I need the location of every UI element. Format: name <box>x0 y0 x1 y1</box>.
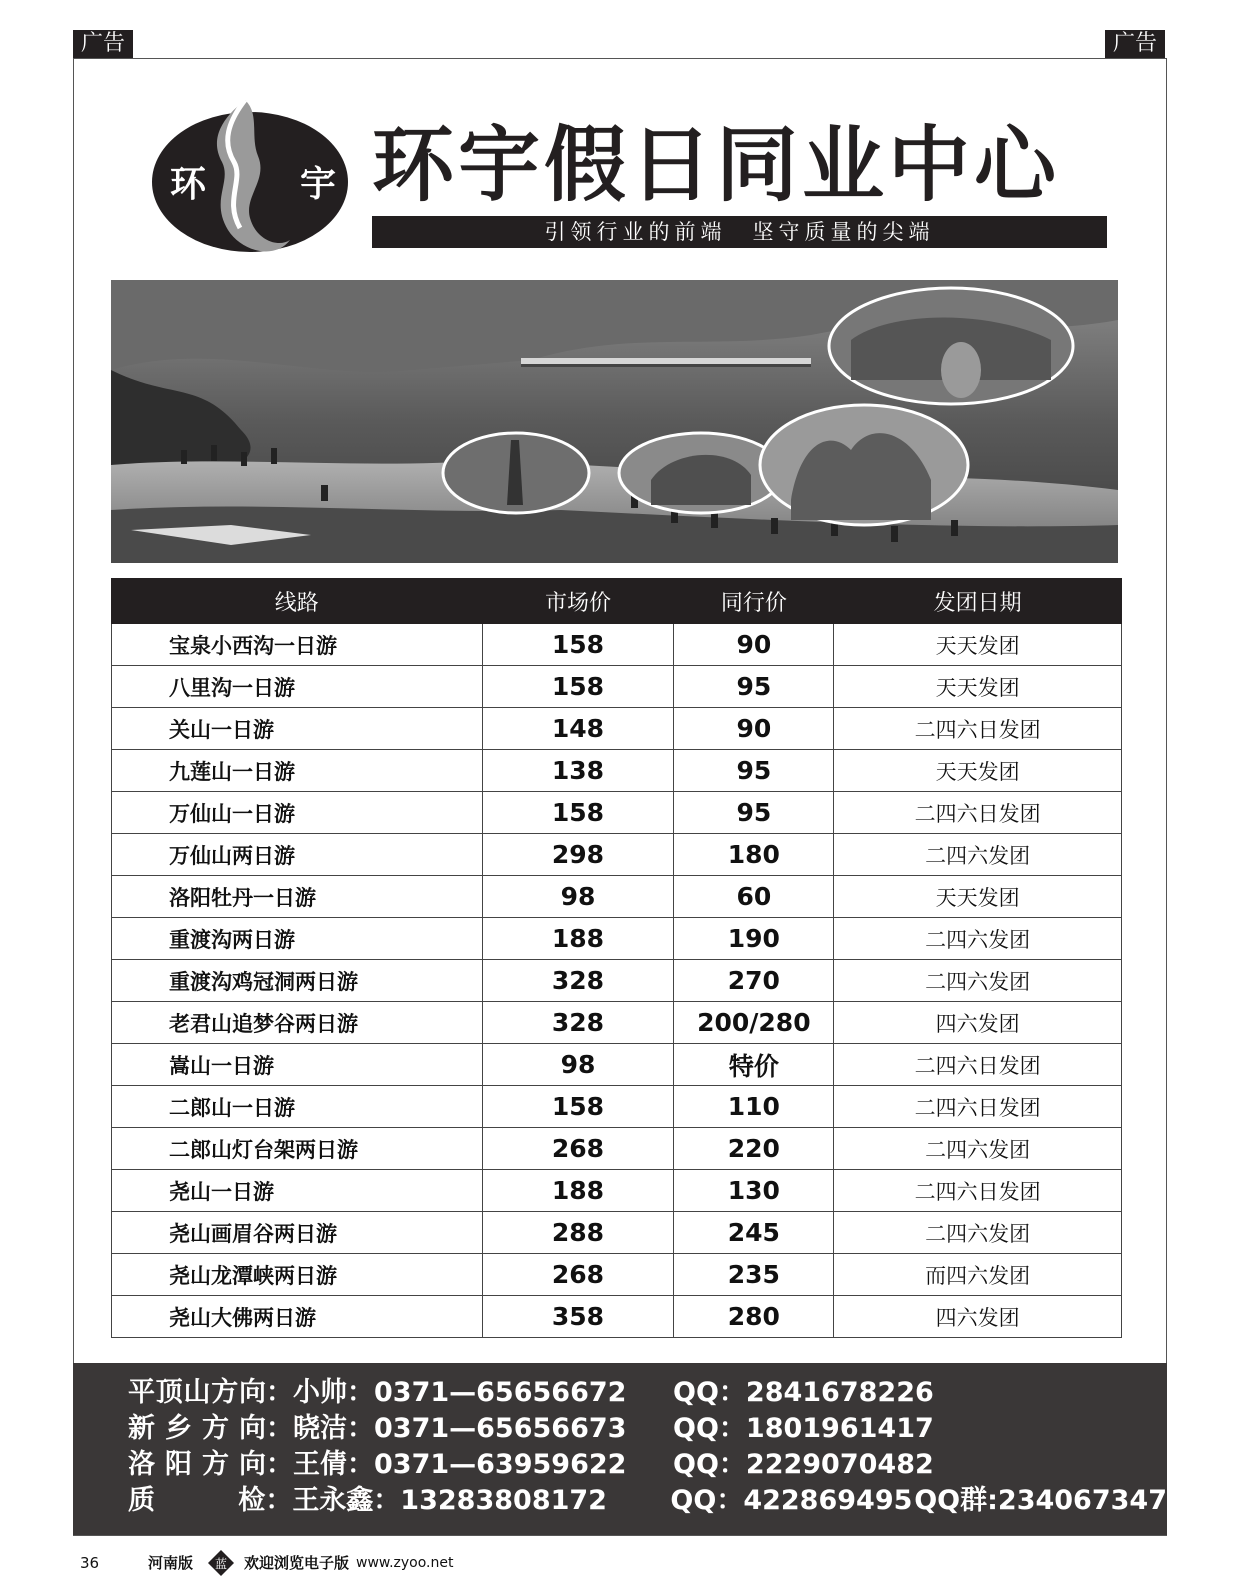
table-row <box>112 1254 1122 1296</box>
table-header-row <box>112 579 1122 624</box>
peer-price: 130 <box>674 1170 834 1212</box>
departure-date: 四六发团 <box>834 1296 1122 1338</box>
table-row <box>112 624 1122 666</box>
route-name: 尧山一日游 <box>112 1170 483 1212</box>
route-name: 万仙山一日游 <box>112 792 483 834</box>
market-price: 158 <box>482 792 674 834</box>
market-price: 268 <box>482 1128 674 1170</box>
route-name: 九莲山一日游 <box>112 750 483 792</box>
table-row <box>112 708 1122 750</box>
departure-date: 而四六发团 <box>834 1254 1122 1296</box>
header-route: 线路 <box>112 579 483 624</box>
departure-date: 二四六日发团 <box>834 708 1122 750</box>
departure-date: 天天发团 <box>834 876 1122 918</box>
market-price: 298 <box>482 834 674 876</box>
departure-date: 二四六发团 <box>834 918 1122 960</box>
contact-qq: QQ：2229070482 <box>673 1449 934 1480</box>
route-name: 尧山大佛两日游 <box>112 1296 483 1338</box>
table-row <box>112 1044 1122 1086</box>
ad-label-right: 广告 <box>1105 30 1165 58</box>
contact-region: 新乡方向 <box>128 1413 266 1444</box>
contact-region: 洛阳方向 <box>128 1449 266 1480</box>
departure-date: 二四六发团 <box>834 1212 1122 1254</box>
peer-price: 220 <box>674 1128 834 1170</box>
market-price: 158 <box>482 624 674 666</box>
peer-price: 190 <box>674 918 834 960</box>
page-footer <box>80 1548 1160 1578</box>
table-row <box>112 1002 1122 1044</box>
contact-qq: QQ：1801961417 <box>673 1413 934 1444</box>
peer-price: 110 <box>674 1086 834 1128</box>
logo-text-right: 宇 <box>299 164 337 205</box>
peer-price: 95 <box>674 792 834 834</box>
peer-price: 60 <box>674 876 834 918</box>
contact-row: 质检 ： 王永鑫：13283808172 QQ：422869495 QQ群:234067347 <box>128 1483 1167 1519</box>
contact-qq: QQ：2841678226 <box>673 1377 934 1408</box>
market-price: 268 <box>482 1254 674 1296</box>
route-name: 重渡沟鸡冠洞两日游 <box>112 960 483 1002</box>
contact-row: 洛阳方向 ： 王倩：0371—63959622 QQ：2229070482 <box>128 1447 1167 1483</box>
peer-price: 特价 <box>674 1044 834 1086</box>
table-row <box>112 1170 1122 1212</box>
brand-title: 环宇假日同业中心 <box>372 118 1061 213</box>
market-price: 188 <box>482 1170 674 1212</box>
market-price: 288 <box>482 1212 674 1254</box>
header-departure-date: 发团日期 <box>834 579 1122 624</box>
departure-date: 二四六日发团 <box>834 792 1122 834</box>
contact-row: 新乡方向 ： 晓洁：0371—65656673 QQ：1801961417 <box>128 1411 1167 1447</box>
peer-price: 235 <box>674 1254 834 1296</box>
route-name: 尧山画眉谷两日游 <box>112 1212 483 1254</box>
peer-price: 180 <box>674 834 834 876</box>
peer-price: 90 <box>674 624 834 666</box>
brand-slogan: 引领行业的前端 坚守质量的尖端 <box>372 216 1107 248</box>
header-peer-price: 同行价 <box>674 579 834 624</box>
departure-date: 天天发团 <box>834 666 1122 708</box>
table-row <box>112 666 1122 708</box>
departure-date: 二四六发团 <box>834 1128 1122 1170</box>
market-price: 98 <box>482 876 674 918</box>
market-price: 328 <box>482 1002 674 1044</box>
table-row <box>112 1296 1122 1338</box>
logo-text-left: 环 <box>169 164 207 205</box>
scenery-photo-collage <box>111 280 1118 563</box>
route-name: 关山一日游 <box>112 708 483 750</box>
ad-label-left: 广告 <box>73 30 133 58</box>
market-price: 358 <box>482 1296 674 1338</box>
peer-price: 270 <box>674 960 834 1002</box>
market-price: 158 <box>482 1086 674 1128</box>
table-row <box>112 1212 1122 1254</box>
contact-region: 质检 <box>128 1485 266 1516</box>
market-price: 98 <box>482 1044 674 1086</box>
market-price: 158 <box>482 666 674 708</box>
market-price: 138 <box>482 750 674 792</box>
table-row <box>112 792 1122 834</box>
contact-person-phone: 王倩：0371—63959622 <box>293 1449 627 1480</box>
table-row <box>112 960 1122 1002</box>
peer-price: 90 <box>674 708 834 750</box>
welcome-text: 欢迎浏览电子版 <box>244 1554 350 1572</box>
market-price: 148 <box>482 708 674 750</box>
departure-date: 二四六日发团 <box>834 1170 1122 1212</box>
peer-price: 95 <box>674 750 834 792</box>
table-row <box>112 834 1122 876</box>
route-name: 八里沟一日游 <box>112 666 483 708</box>
brand-logo <box>150 100 355 260</box>
route-name: 嵩山一日游 <box>112 1044 483 1086</box>
header-market-price: 市场价 <box>482 579 674 624</box>
table-row <box>112 750 1122 792</box>
route-name: 重渡沟两日游 <box>112 918 483 960</box>
website-link[interactable]: www.zyoo.net <box>356 1555 454 1571</box>
departure-date: 天天发团 <box>834 750 1122 792</box>
peer-price: 95 <box>674 666 834 708</box>
peer-price: 245 <box>674 1212 834 1254</box>
market-price: 188 <box>482 918 674 960</box>
contact-qq: QQ：422869495 <box>670 1485 913 1516</box>
contact-person-phone: 小帅：0371—65656672 <box>293 1377 627 1408</box>
route-name: 万仙山两日游 <box>112 834 483 876</box>
departure-date: 二四六日发团 <box>834 1086 1122 1128</box>
contact-panel <box>73 1363 1167 1535</box>
route-name: 二郎山灯台架两日游 <box>112 1128 483 1170</box>
table-row <box>112 1128 1122 1170</box>
route-name: 老君山追梦谷两日游 <box>112 1002 483 1044</box>
market-price: 328 <box>482 960 674 1002</box>
departure-date: 二四六日发团 <box>834 1044 1122 1086</box>
route-name: 宝泉小西沟一日游 <box>112 624 483 666</box>
departure-date: 二四六发团 <box>834 960 1122 1002</box>
route-name: 二郎山一日游 <box>112 1086 483 1128</box>
peer-price: 200/280 <box>674 1002 834 1044</box>
contact-person-phone: 王永鑫：13283808172 <box>292 1485 607 1516</box>
table-row <box>112 1086 1122 1128</box>
page-number: 36 <box>80 1554 100 1572</box>
contact-row: 平顶山方向 ： 小帅：0371—65656672 QQ：2841678226 <box>128 1375 1167 1411</box>
contact-person-phone: 晓洁：0371—65656673 <box>293 1413 627 1444</box>
contact-region: 平顶山方向 <box>128 1377 266 1408</box>
route-price-table <box>111 578 1122 1338</box>
departure-date: 天天发团 <box>834 624 1122 666</box>
departure-date: 二四六发团 <box>834 834 1122 876</box>
route-name: 尧山龙潭峡两日游 <box>112 1254 483 1296</box>
table-row <box>112 876 1122 918</box>
edition-badge-text: 蓝 <box>214 1557 228 1571</box>
table-row <box>112 918 1122 960</box>
peer-price: 280 <box>674 1296 834 1338</box>
contact-qq-group: QQ群:234067347 <box>914 1485 1167 1516</box>
edition-label: 河南版 <box>148 1554 194 1572</box>
route-name: 洛阳牡丹一日游 <box>112 876 483 918</box>
edition-badge-icon <box>208 1550 234 1576</box>
departure-date: 四六发团 <box>834 1002 1122 1044</box>
